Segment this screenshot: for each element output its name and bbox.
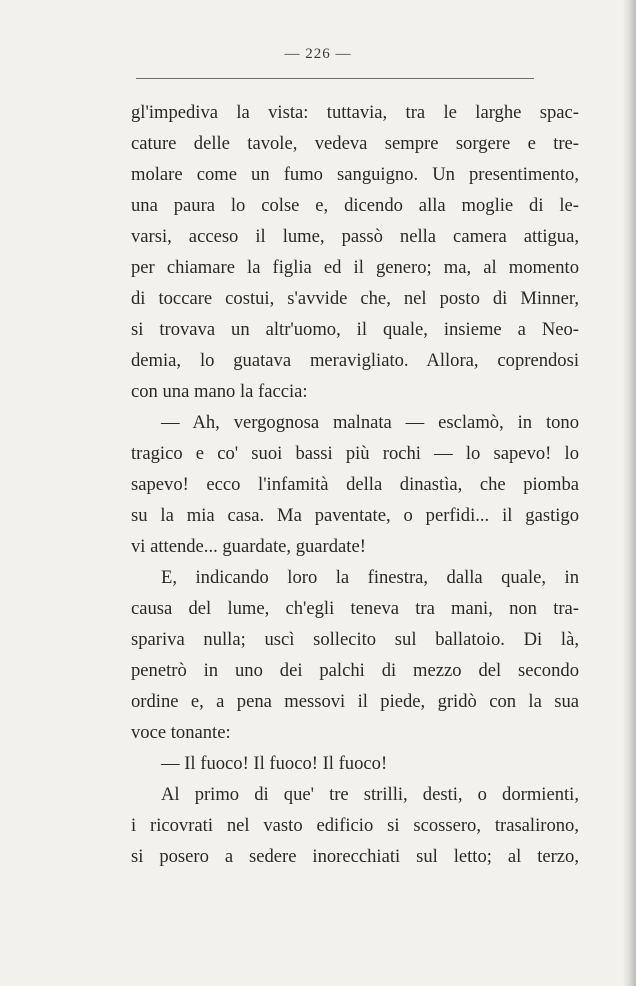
text-line: — Ah, vergognosa malnata — esclamò, in tono bbox=[161, 412, 579, 433]
header-rule bbox=[136, 78, 534, 79]
text-line: demia, lo guatava meravigliato. Allora, coprendosi bbox=[131, 350, 579, 371]
text-line: si trovava un altr'uomo, il quale, insieme a Neo- bbox=[131, 319, 579, 340]
text-line: ordine e, a pena messovi il piede, gridò con la sua bbox=[131, 691, 579, 712]
text-line: molare come un fumo sanguigno. Un presentimento, bbox=[131, 164, 579, 185]
body-text bbox=[131, 97, 579, 872]
text-line: spariva nulla; uscì sollecito sul ballatoio. Di là, bbox=[131, 629, 579, 650]
text-line: i ricovrati nel vasto edificio si scossero, trasalirono, bbox=[131, 815, 579, 836]
text-line: tragico e co' suoi bassi più rochi — lo sapevo! lo bbox=[131, 443, 579, 464]
text-line: sapevo! ecco l'infamità della dinastìa, che piomba bbox=[131, 474, 579, 495]
text-line: cature delle tavole, vedeva sempre sorgere e tre- bbox=[131, 133, 579, 154]
text-line: si posero a sedere inorecchiati sul letto; al terzo, bbox=[131, 846, 579, 867]
text-line: — Il fuoco! Il fuoco! Il fuoco! bbox=[161, 753, 388, 774]
text-line: voce tonante: bbox=[131, 722, 231, 743]
text-line: con una mano la faccia: bbox=[131, 381, 308, 402]
page-edge-shadow bbox=[622, 0, 636, 986]
text-line: varsi, acceso il lume, passò nella camera attigua, bbox=[131, 226, 579, 247]
text-line: una paura lo colse e, dicendo alla moglie di le- bbox=[131, 195, 579, 216]
text-line: causa del lume, ch'egli teneva tra mani, non tra- bbox=[131, 598, 579, 619]
page-number: — 226 — bbox=[284, 46, 352, 62]
text-line: Al primo di que' tre strilli, desti, o dormienti, bbox=[161, 784, 579, 805]
text-line: vi attende... guardate, guardate! bbox=[131, 536, 366, 557]
text-line: di toccare costui, s'avvide che, nel posto di Minner, bbox=[131, 288, 579, 309]
text-line: E, indicando loro la finestra, dalla quale, in bbox=[161, 567, 579, 588]
text-line: penetrò in uno dei palchi di mezzo del secondo bbox=[131, 660, 579, 681]
text-line: gl'impediva la vista: tuttavia, tra le larghe spac- bbox=[131, 102, 579, 123]
text-line: per chiamare la figlia ed il genero; ma, al momento bbox=[131, 257, 579, 278]
text-line: su la mia casa. Ma paventate, o perfidi... il gastigo bbox=[131, 505, 579, 526]
